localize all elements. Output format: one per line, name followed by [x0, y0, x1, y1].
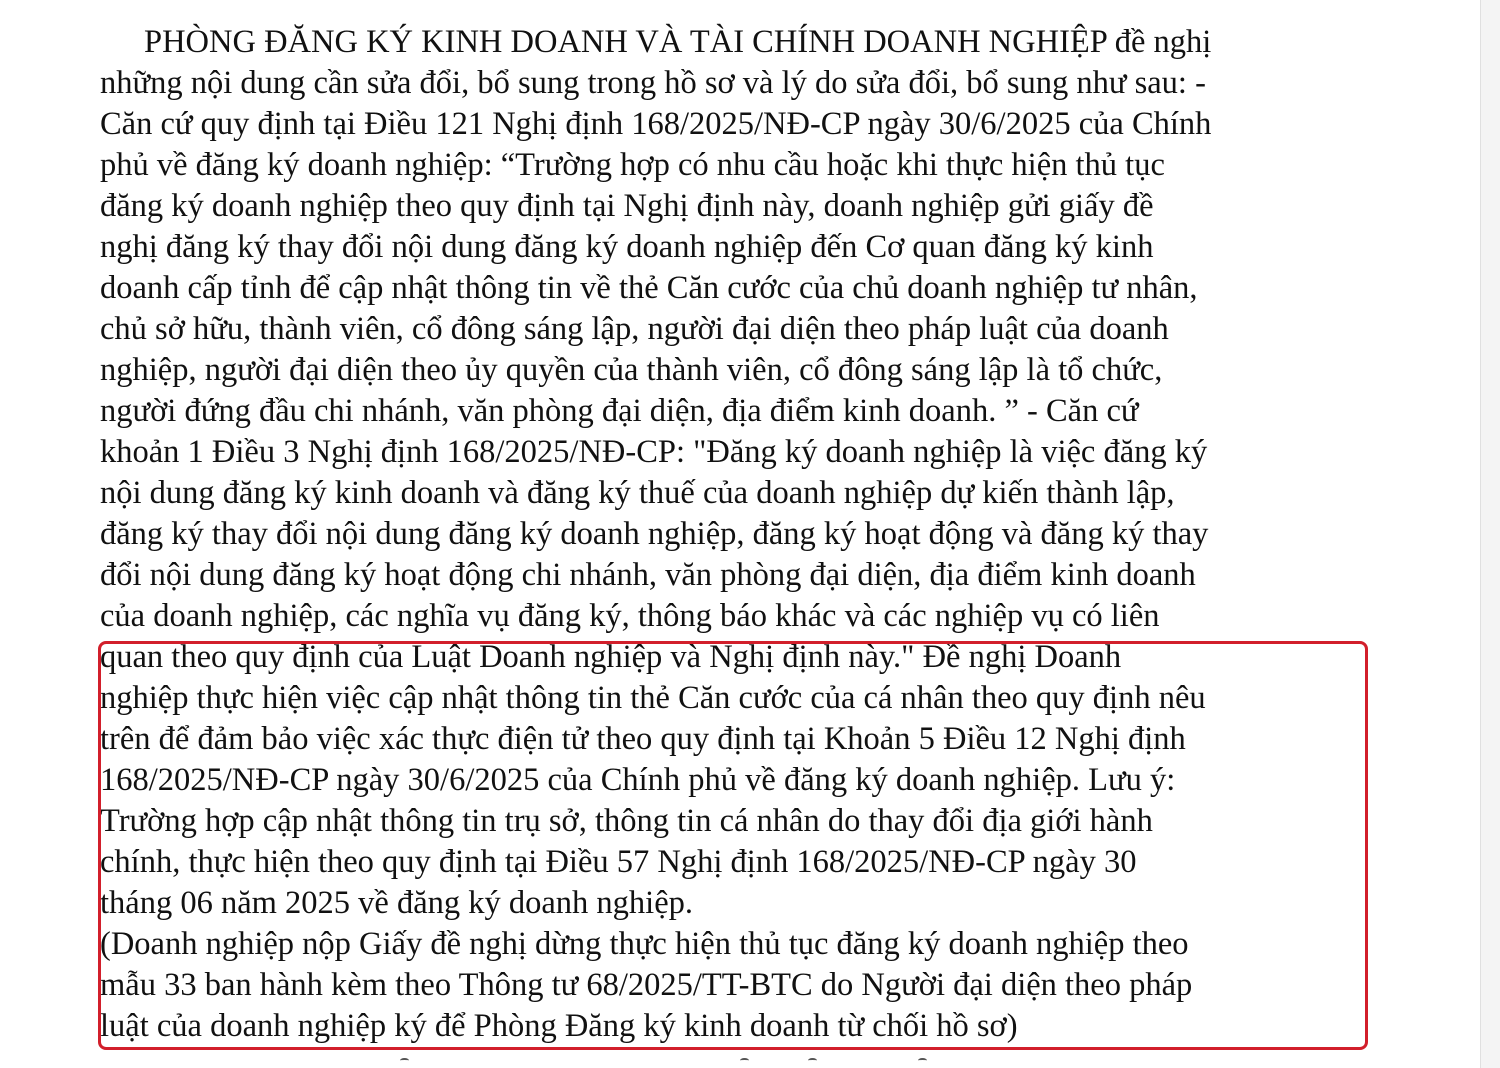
doc-line: 168/2025/NĐ-CP ngày 30/6/2025 của Chính phủ về đăng ký doanh nghiệp. Lưu ý:	[100, 762, 1176, 798]
doc-line: doanh cấp tỉnh để cập nhật thông tin về thẻ Căn cước của chủ doanh nghiệp tư nhân,	[100, 270, 1198, 306]
doc-line: nghiệp thực hiện việc cập nhật thông tin thẻ Căn cước của cá nhân theo quy định nêu	[100, 680, 1206, 716]
cut-off-next-line	[100, 1058, 1370, 1068]
doc-line: chủ sở hữu, thành viên, cổ đông sáng lập, người đại diện theo pháp luật của doanh	[100, 311, 1169, 347]
doc-line: phủ về đăng ký doanh nghiệp: “Trường hợp có nhu cầu hoặc khi thực hiện thủ tục	[100, 147, 1165, 183]
doc-line: của doanh nghiệp, các nghĩa vụ đăng ký, thông báo khác và các nghiệp vụ có liên	[100, 598, 1160, 634]
doc-line: đổi nội dung đăng ký hoạt động chi nhánh, văn phòng đại diện, địa điểm kinh doanh	[100, 557, 1196, 593]
doc-line: luật của doanh nghiệp ký để Phòng Đăng ký kinh doanh từ chối hồ sơ)	[100, 1008, 1018, 1044]
doc-line: trên để đảm bảo việc xác thực điện tử theo quy định tại Khoản 5 Điều 12 Nghị định	[100, 721, 1186, 757]
doc-line: nội dung đăng ký kinh doanh và đăng ký thuế của doanh nghiệp dự kiến thành lập,	[100, 475, 1175, 511]
doc-line: đăng ký thay đổi nội dung đăng ký doanh nghiệp, đăng ký hoạt động và đăng ký thay	[100, 516, 1209, 552]
doc-line: mẫu 33 ban hành kèm theo Thông tư 68/2025/TT-BTC do Người đại diện theo pháp	[100, 967, 1193, 1003]
doc-line: quan theo quy định của Luật Doanh nghiệp và Nghị định này." Đề nghị Doanh	[100, 639, 1122, 675]
doc-line: đăng ký doanh nghiệp theo quy định tại Nghị định này, doanh nghiệp gửi giấy đề	[100, 188, 1154, 224]
vertical-scrollbar[interactable]	[1480, 0, 1500, 1068]
doc-line: nghị đăng ký thay đổi nội dung đăng ký doanh nghiệp đến Cơ quan đăng ký kinh	[100, 229, 1154, 265]
doc-line: (Doanh nghiệp nộp Giấy đề nghị dừng thực hiện thủ tục đăng ký doanh nghiệp theo	[100, 926, 1189, 962]
doc-line: người đứng đầu chi nhánh, văn phòng đại diện, địa điểm kinh doanh. ” - Căn cứ	[100, 393, 1139, 429]
doc-line: Trường hợp cập nhật thông tin trụ sở, thông tin cá nhân do thay đổi địa giới hành	[100, 803, 1153, 839]
doc-line: tháng 06 năm 2025 về đăng ký doanh nghiệp.	[100, 885, 694, 921]
document-body	[100, 22, 1370, 1047]
doc-line: chính, thực hiện theo quy định tại Điều 57 Nghị định 168/2025/NĐ-CP ngày 30	[100, 844, 1137, 880]
doc-line: Căn cứ quy định tại Điều 121 Nghị định 168/2025/NĐ-CP ngày 30/6/2025 của Chính	[100, 106, 1212, 142]
doc-line: những nội dung cần sửa đổi, bổ sung trong hồ sơ và lý do sửa đổi, bổ sung như sau: -	[100, 65, 1206, 101]
doc-line: nghiệp, người đại diện theo ủy quyền của thành viên, cổ đông sáng lập là tổ chức,	[100, 352, 1163, 388]
doc-line: PHÒNG ĐĂNG KÝ KINH DOANH VÀ TÀI CHÍNH DOANH NGHIỆP đề nghị	[144, 24, 1212, 60]
doc-line: khoản 1 Điều 3 Nghị định 168/2025/NĐ-CP: "Đăng ký doanh nghiệp là việc đăng ký	[100, 434, 1208, 470]
